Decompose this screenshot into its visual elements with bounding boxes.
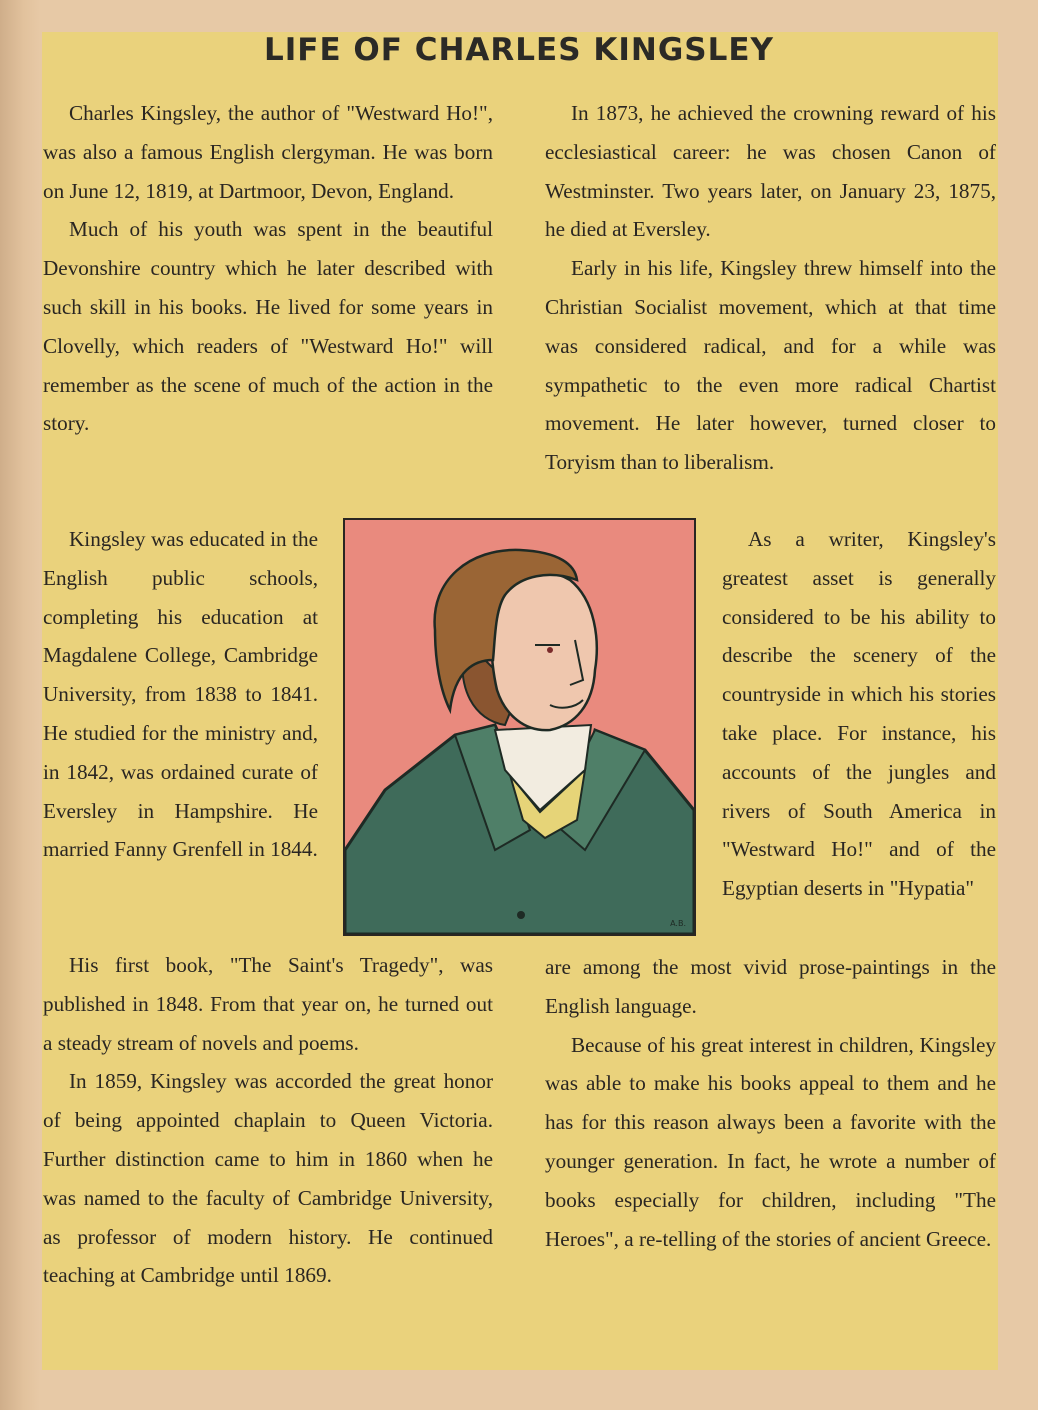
right-column-top	[545, 94, 996, 482]
portrait-drawing	[345, 520, 694, 934]
paragraph: In 1859, Kingsley was accorded the great honor of being appointed chaplain to Queen Victoria. Further distinction came to him in 1860 when he was named to the faculty of Cambridge University, as professor of modern history. He continued teaching at Cambridge until 1869.	[43, 1069, 493, 1288]
paragraph: In 1873, he achieved the crowning reward of his ecclesiastical career: he was chosen Canon of Westminster. Two years later, on January 23, 1875, he died at Eversley.	[545, 101, 996, 242]
right-column-beside-portrait	[722, 520, 996, 908]
page-title: LIFE OF CHARLES KINGSLEY	[263, 32, 774, 68]
paragraph: Much of his youth was spent in the beautiful Devonshire country which he later described with such skill in his books. He lived for some years in Clovelly, which readers of "Westward Ho!" will remember as the scene of much of the action in the story.	[43, 217, 493, 436]
portrait-illustration	[343, 518, 696, 936]
paragraph: Kingsley was educated in the English public schools, completing his education at Magdalene College, Cambridge University, from 1838 to 1841. He studied for the ministry and, in 1842, was ordained curate of Eversley in Hampshire. He married Fanny Grenfell in 1844.	[43, 527, 318, 862]
artist-initials: A.B.	[670, 919, 686, 928]
left-column-top	[43, 94, 493, 443]
left-column-bottom	[43, 946, 493, 1295]
paragraph: Because of his great interest in children, Kingsley was able to make his books appeal to them and he has for this reason always been a favorite with the younger generation. In fact, he wrote a number of books especially for children, including "The Heroes", a re-telling of the stories of ancient Greece.	[545, 1032, 996, 1251]
page-edge	[0, 0, 40, 1410]
left-column-beside-portrait	[43, 520, 318, 869]
paragraph: As a writer, Kingsley's greatest asset is generally considered to be his ability to describe the scenery of the countryside in which his stories take place. For instance, his accounts of the jungles and rivers of South America in "Westward Ho!" and of the Egyptian deserts in "Hypatia"	[722, 527, 996, 901]
paragraph: Early in his life, Kingsley threw himself into the Christian Socialist movement, which at that time was considered radical, and for a while was sympathetic to the even more radical Chartist movement. He later however, turned closer to Toryism than to liberalism.	[545, 256, 996, 475]
paragraph-continuation: are among the most vivid prose-paintings in the English language.	[545, 955, 996, 1018]
paragraph: Charles Kingsley, the author of "Westward Ho!", was also a famous English clergyman. He was born on June 12, 1819, at Dartmoor, Devon, England.	[43, 101, 493, 203]
paragraph: His first book, "The Saint's Tragedy", was published in 1848. From that year on, he turned out a steady stream of novels and poems.	[43, 953, 493, 1055]
right-column-bottom	[545, 948, 996, 1258]
